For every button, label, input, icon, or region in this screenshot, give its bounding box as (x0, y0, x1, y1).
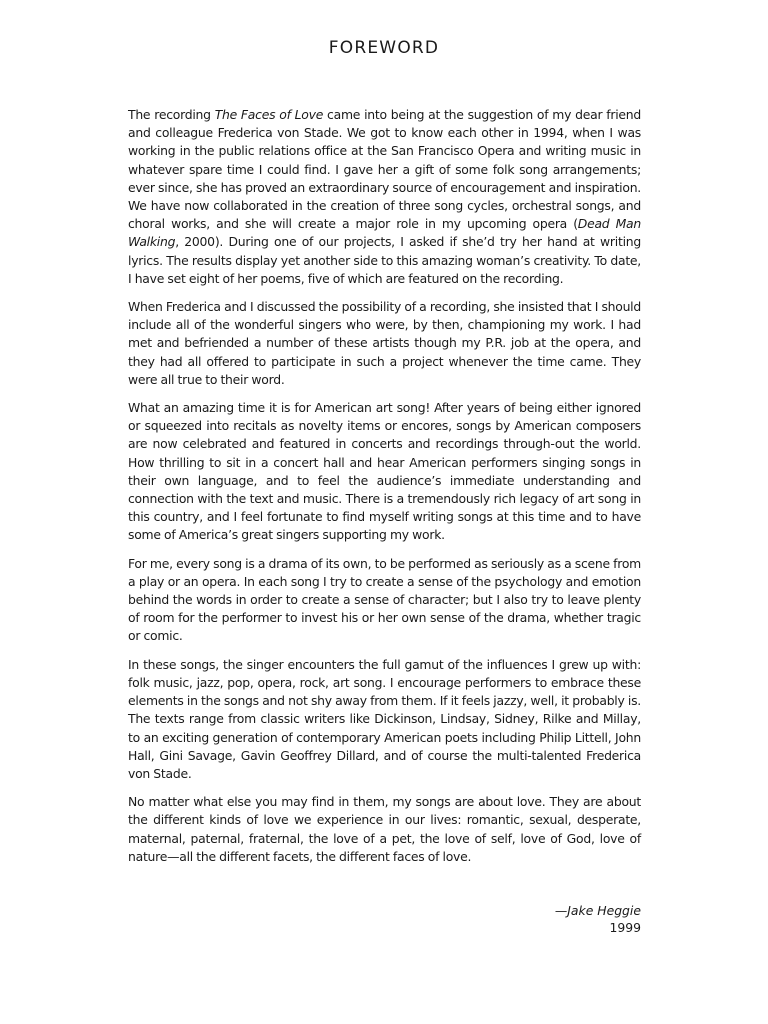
paragraph-text: No matter what else you may find in them, my songs are about love. They are about the different kinds of love we experience in our lives: romantic, sexual, desperate, maternal, paternal, fraternal, the love of a pet, the love of self, love of God, love of nature—all the different facets, the different faces of love. (128, 794, 641, 864)
paragraph-text: , 2000). During one of our projects, I asked if she’d try her hand at writing lyrics. The results display yet another side to this amazing woman’s creativity. To date, I have set eight of her poems, five of which are featured on the recording. (128, 234, 641, 286)
signature-block (555, 902, 641, 936)
paragraph (128, 298, 641, 389)
author-signature: —Jake Heggie (554, 903, 641, 918)
paragraph-text: In these songs, the singer encounters the full gamut of the influences I grew up with: folk music, jazz, pop, opera, rock, art song. I encourage performers to embrace these elements in the songs and not shy away from them. If it feels jazzy, well, it probably is. The texts range from classic writers like Dickinson, Lindsay, Sidney, Rilke and Millay, to an exciting generation of contemporary American poets including Philip Littell, John Hall, Gini Savage, Gavin Geoffrey Dillard, and of course the multi-talented Frederica von Stade. (128, 656, 641, 781)
paragraph-text: What an amazing time it is for American art song! After years of being either ignored or squeezed into recitals as novelty items or encores, songs by American composers are now celebrated and featured in concerts and recordings through-out the world. How thrilling to sit in a concert hall and hear American performers singing songs in their own language, and to feel the audience’s immediate understanding and connection with the text and music. There is a tremendously rich legacy of art song in this country, and I feel fortunate to find myself writing songs at this time and to have some of America’s great singers supporting my work. (128, 400, 641, 543)
paragraph-text: The recording (128, 107, 215, 122)
paragraph-text: For me, every song is a drama of its own, to be performed as seriously as a scene from a play or an opera. In each song I try to create a sense of the psychology and emotion behind the words in order to create a sense of character; but I also try to leave plenty of room for the performer to invest his or her own sense of the drama, whether tragic or comic. (128, 555, 641, 644)
signature-year: 1999 (609, 920, 641, 935)
paragraph (128, 399, 641, 545)
paragraph-text: came into being at the suggestion of my dear friend and colleague Frederica von Stade. We got to know each other in 1994, when I was working in the public relations office at the San Francisco Opera and writing music in whatever spare time I could find. I gave her a gift of some folk song arrangements; ever since, she has proved an extraordinary source of encouragement and inspiration. We have now collaborated in the creation of three song cycles, orchestral songs, and choral works, and she will create a major role in my upcoming opera ( (128, 107, 641, 232)
paragraph (128, 656, 641, 783)
italic-title-text: Dead Man Walking (128, 216, 641, 250)
paragraph-text: When Frederica and I discussed the possibility of a recording, she insisted that I should include all of the wonderful singers who were, by then, championing my work. I had met and befriended a number of these artists though my P.R. job at the opera, and they had all offered to participate in such a project whenever the time came. They were all true to their word. (128, 299, 641, 387)
paragraph (128, 106, 641, 288)
paragraph (128, 793, 641, 866)
foreword-body (128, 106, 641, 866)
italic-title-text: The Faces of Love (214, 107, 324, 122)
page-title: FOREWORD (328, 38, 440, 58)
paragraph (128, 555, 641, 646)
